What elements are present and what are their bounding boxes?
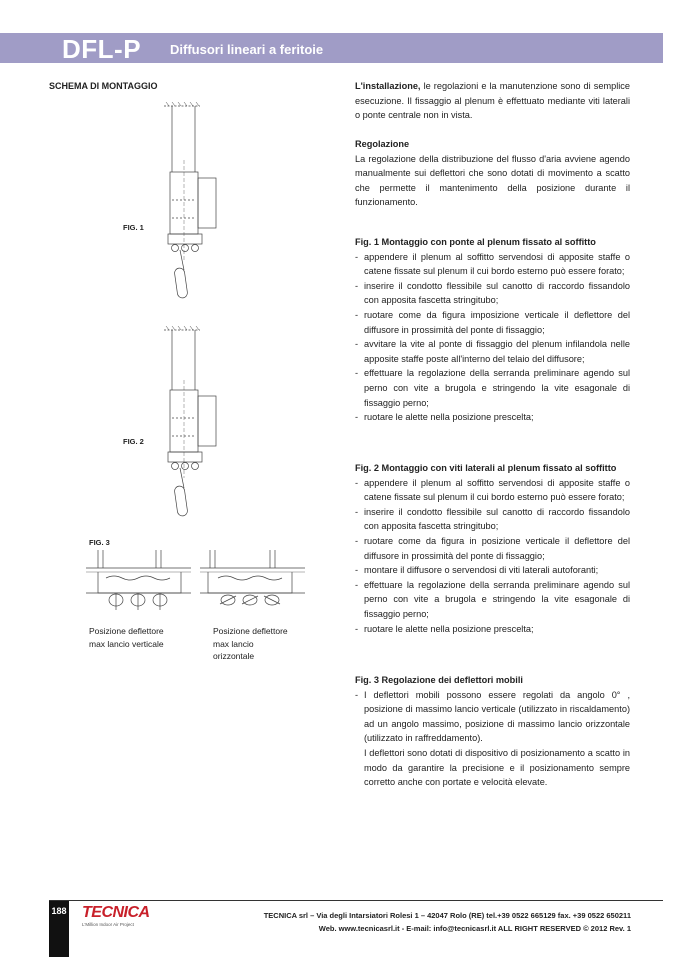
footer-contacts: Web. www.tecnicasrl.it - E-mail: info@tecnicasrl.it ALL RIGHT RESERVED © 2012 Rev. 1 (318, 924, 631, 933)
fig3-label: FIG. 3 (89, 538, 110, 547)
fig2-step: - montare il diffusore o servendosi di viti laterali autoforanti; (355, 563, 630, 578)
page-number: 188 (51, 906, 67, 916)
fig3-section (355, 673, 630, 790)
fig2-step: - inserire il condotto flessibile sul canotto di raccordo fissandolo con apposita fascetta stringitubo; (355, 505, 630, 534)
caption-vertical: Posizione deflettore max lancio verticale (89, 626, 164, 649)
regolazione-text: La regolazione della distribuzione del flusso d'aria avviene agendo manualmente sui deflettori che sono dotati di movimento a scatto che permette il mantenimento della posizione durante il funzionamento. (355, 153, 630, 208)
intro-lead: L'installazione, (355, 81, 421, 91)
fig3-title: Fig. 3 Regolazione dei deflettori mobili (355, 675, 523, 685)
fig3-step: - I deflettori mobili possono essere regolati da angolo 0° , posizione di massimo lancio verticale (utilizzato in riscaldamento) ad un angolo massimo, posizione di massimo lancio orizzontale (utilizzato in raffreddamento). (355, 688, 630, 746)
fig1-step: - ruotare come da figura imposizione verticale il deflettore del diffusore in prossimità del ponte di fissaggio; (355, 308, 630, 337)
footer-address: TECNICA srl – Via degli Intarsiatori Rolesi 1 – 42047 Rolo (RE) tel.+39 0522 665129 fax. +39 0522 650211 (263, 911, 631, 920)
fig2-step: - appendere il plenum al soffitto servendosi di apposite staffe o catene fissate sul plenum il cui bordo esterno può essere forato; (355, 476, 630, 505)
logo-tagline: L'Million Indoor Air Project (82, 922, 134, 927)
intro-paragraph (355, 79, 630, 123)
footer-divider (49, 900, 663, 901)
fig3-note: I deflettori sono dotati di dispositivo di posizionamento a scatto in modo da garantire la precisione e il posizionamento sempre corretto anche con portate e velocità elevate. (364, 747, 630, 788)
product-subtitle: Diffusori lineari a feritoie (170, 42, 324, 57)
tecnica-logo: TECNICA (82, 904, 150, 921)
fig1-step: - inserire il condotto flessibile sul canotto di raccordo fissandolo con apposita fascetta stringitubo; (355, 279, 630, 308)
fig3-diagram-horizontal (200, 548, 305, 618)
header-band (0, 33, 663, 63)
fig1-step: - effettuare la regolazione della serranda preliminare agendo sul perno con vite a brugola e stringendo la vite esagonale di fissaggio perno; (355, 366, 630, 410)
fig1-step: - ruotare le alette nella posizione prescelta; (355, 410, 630, 425)
fig2-step: - ruotare le alette nella posizione prescelta; (355, 622, 630, 637)
fig1-label: FIG. 1 (123, 223, 144, 232)
fig1-section (355, 235, 630, 425)
fig2-step: - effettuare la regolazione della serranda preliminare agendo sul perno con vite a brugola e stringendo la vite esagonale di fissaggio perno; (355, 578, 630, 622)
product-code: DFL-P (62, 34, 142, 64)
fig1-diagram (150, 100, 230, 310)
regolazione-title: Regolazione (355, 139, 410, 149)
intro-text: le regolazioni e la manutenzione sono di semplice esecuzione. Il fissaggio al plenum è effettuato mediante viti laterali o ponte centrale non in vista. (355, 81, 630, 121)
fig3-diagram-vertical (86, 548, 191, 618)
caption-horizontal: Posizione deflettore max lancio orizzontale (213, 626, 288, 661)
fig1-step: - avvitare la vite al ponte di fissaggio del plenum infilandola nelle apposite staffe poste all'interno del telaio del diffusore; (355, 337, 630, 366)
fig2-step: - ruotare come da figura in posizione verticale il deflettore del diffusore in prossimità del ponte di fissaggio; (355, 534, 630, 563)
fig2-title: Fig. 2 Montaggio con viti laterali al plenum fissato al soffitto (355, 463, 617, 473)
fig2-label: FIG. 2 (123, 437, 144, 446)
fig2-diagram (150, 320, 230, 530)
section-title: SCHEMA DI MONTAGGIO (49, 81, 158, 91)
fig1-step: - appendere il plenum al soffitto servendosi di apposite staffe o catene fissate sul plenum il cui bordo esterno può essere forato; (355, 250, 630, 279)
fig2-section (355, 461, 630, 636)
regolazione-section (355, 137, 630, 210)
fig1-title: Fig. 1 Montaggio con ponte al plenum fissato al soffitto (355, 237, 596, 247)
